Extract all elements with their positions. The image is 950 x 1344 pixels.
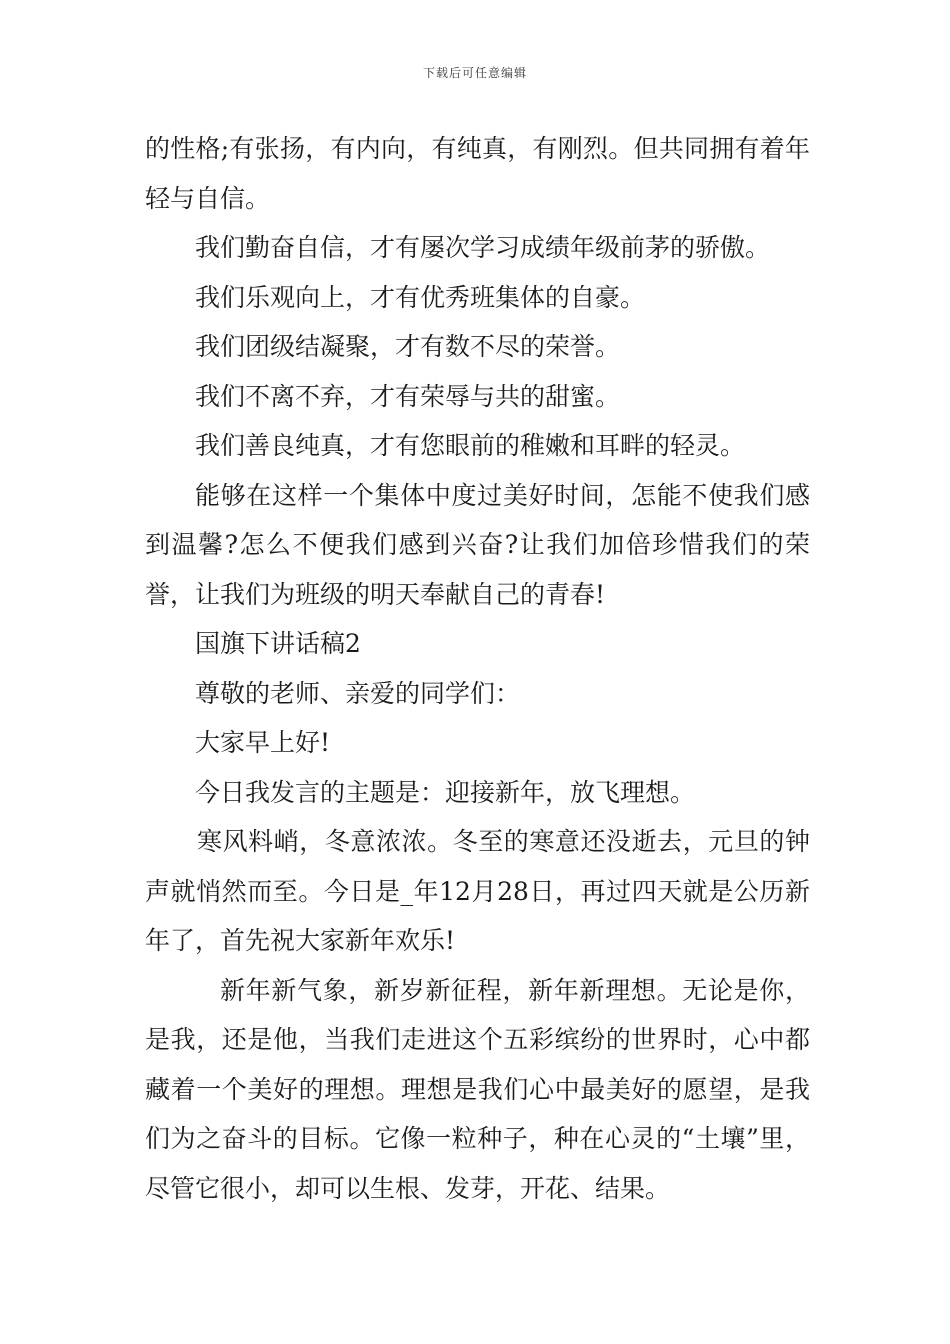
paragraph-new-year: 新年新气象，新岁新征程，新年新理想。无论是你，是我，还是他，当我们走进这个五彩缤纷的世界时，心中都藏着一个美好的理想。理想是我们心中最美好的愿望，是我们为之奋斗的目标。它像一粒种子，种在心灵的“土壤”里，尽管它很小，却可以生根、发芽，开花、结果。 [145, 975, 810, 1203]
paragraph-theme: 今日我发言的主题是：迎接新年，放飞理想。 [195, 777, 696, 807]
paragraph-collective: 能够在这样一个集体中度过美好时间，怎能不使我们感到温馨?怎么不便我们感到兴奋?让我们加倍珍惜我们的荣誉，让我们为班级的明天奉献自己的青春! [145, 480, 810, 609]
greeting: 大家早上好! [195, 728, 331, 757]
document-body [145, 124, 810, 1213]
paragraph-loyal: 我们不离不弃，才有荣辱与共的甜蜜。 [195, 381, 621, 411]
section-title: 国旗下讲话稿2 [195, 629, 361, 658]
paragraph-optimistic: 我们乐观向上，才有优秀班集体的自豪。 [195, 282, 646, 312]
paragraph-kind: 我们善良纯真，才有您眼前的稚嫩和耳畔的轻灵。 [195, 431, 746, 460]
paragraph-winter: 寒风料峭，冬意浓浓。冬至的寒意还没逝去，元旦的钟声就悄然而至。今日是_年12月28日，再过四天就是公历新年了，首先祝大家新年欢乐! [145, 827, 810, 955]
page-header-note: 下载后可任意编辑 [422, 66, 527, 80]
paragraph-character: 的性格;有张扬，有内向，有纯真，有刚烈。但共同拥有着年轻与自信。 [145, 134, 810, 213]
paragraph-diligent: 我们勤奋自信，才有屡次学习成绩年级前茅的骄傲。 [195, 233, 771, 262]
salutation: 尊敬的老师、亲爱的同学们： [195, 678, 521, 708]
paragraph-united: 我们团级结凝聚，才有数不尽的荣誉。 [195, 332, 621, 361]
